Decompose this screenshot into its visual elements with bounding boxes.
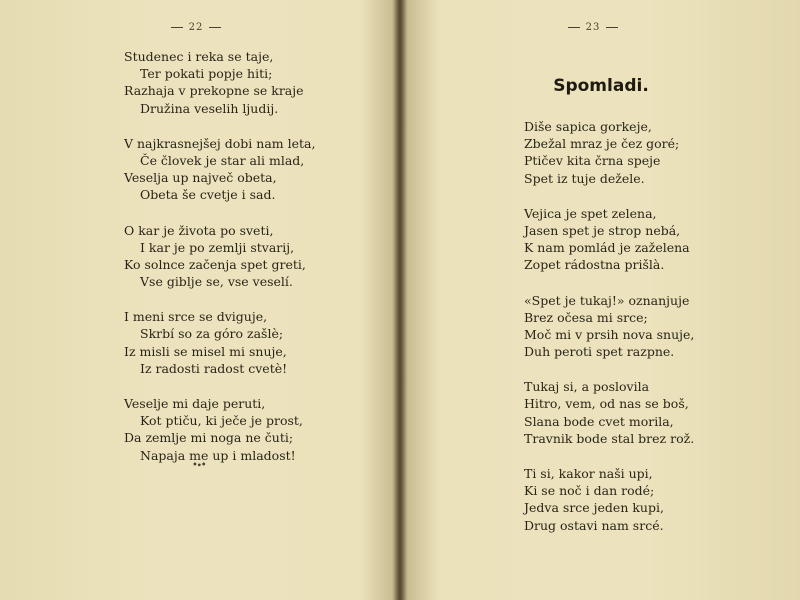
poem-line: Iz radosti radost cvetè! [140,360,288,376]
poem-line: Skrbí so za góro zašlè; [140,326,284,342]
poem-title: Spomladi. [553,76,649,96]
poem-line: Diše sapica gorkeje, [524,119,652,134]
poem-line: Hitro, vem, od nas se boš, [524,396,689,412]
stanza [524,465,694,534]
poem-line: Studenec i reka se taje, [124,49,274,64]
right-page [402,0,800,600]
poem-line: Jedva srce jeden kupi, [524,500,664,516]
page-number-text: 23 [585,22,601,33]
stanza [124,222,315,291]
book-gutter [394,0,406,600]
poem-line: Iz misli se misel mi snuje, [124,343,287,359]
stanza [524,118,694,187]
poem-line: Ki se noč i dan rodé; [524,483,655,499]
poem-line: Jasen spet je strop nebá, [524,222,681,238]
poem-line: Ti si, kakor naši upi, [524,466,653,481]
poem-line: Razhaja v prekopne se kraje [124,83,304,99]
poem-line: Drug ostavi nam srcé. [524,517,664,533]
poem-line: Kot ptiču, ki ječe je prost, [140,413,303,429]
poem-line: Brez očesa mi srce; [524,309,648,325]
poem-line: Veselja up največ obeta, [124,170,277,186]
poem-line: Družina veselih ljudij. [140,100,279,116]
poem-line: Vejica je spet zelena, [524,205,657,221]
poem-line: Slana bode cvet morila, [524,413,674,429]
poem-line: Obeta še cvetje i sad. [140,187,276,203]
left-page [0,0,398,600]
poem-text-right [524,118,694,552]
poem-line: I meni srce se dviguje, [124,309,268,325]
dash-decoration [606,27,618,28]
poem-line: V najkrasnejšej dobi nam leta, [124,135,316,151]
poem-line: Moč mi v prsih nova snuje, [524,326,695,342]
poem-line: Napaja me up i mladost! [140,447,296,463]
stanza [124,308,315,377]
poem-line: Duh peroti spet razpne. [524,344,675,360]
poem-line: K nam pomlád je zaželena [524,240,690,256]
stanza [124,135,315,204]
poem-line: I kar je po zemlji stvarij, [140,239,295,255]
dash-decoration [171,27,183,28]
stanza [524,205,694,274]
ornament-icon: •∙• [192,460,206,471]
poem-line: Ko solnce začenja spet greti, [124,256,306,272]
poem-line: Travnik bode stal brez rož. [524,430,695,446]
poem-line: Če človek je star ali mlad, [140,152,305,168]
poem-line: Vse giblje se, vse veselí. [140,274,293,290]
poem-line: Tukaj si, a poslovila [524,379,650,395]
poem-line: «Spet je tukaj!» oznanjuje [524,292,690,308]
page-number-left [0,22,395,33]
stanza [524,292,694,361]
stanza [124,395,315,464]
poem-line: Da zemlje mi noga ne čuti; [124,430,294,446]
poem-line: Zbežal mraz je čez goré; [524,136,680,152]
poem-line: Ptičev kita črna speje [524,153,661,169]
dash-decoration [209,27,221,28]
poem-line: O kar je života po sveti, [124,222,274,238]
poem-line: Veselje mi daje peruti, [124,396,266,411]
poem-text-left [124,48,315,482]
page-number-text: 22 [188,22,204,33]
poem-line: Zopet rádostna prišlà. [524,257,665,273]
dash-decoration [568,27,580,28]
stanza [524,378,694,447]
poem-line: Ter pokati popje hiti; [140,66,273,82]
poem-line: Spet iz tuje dežele. [524,170,645,186]
page-number-right [394,22,792,33]
stanza [124,48,315,117]
